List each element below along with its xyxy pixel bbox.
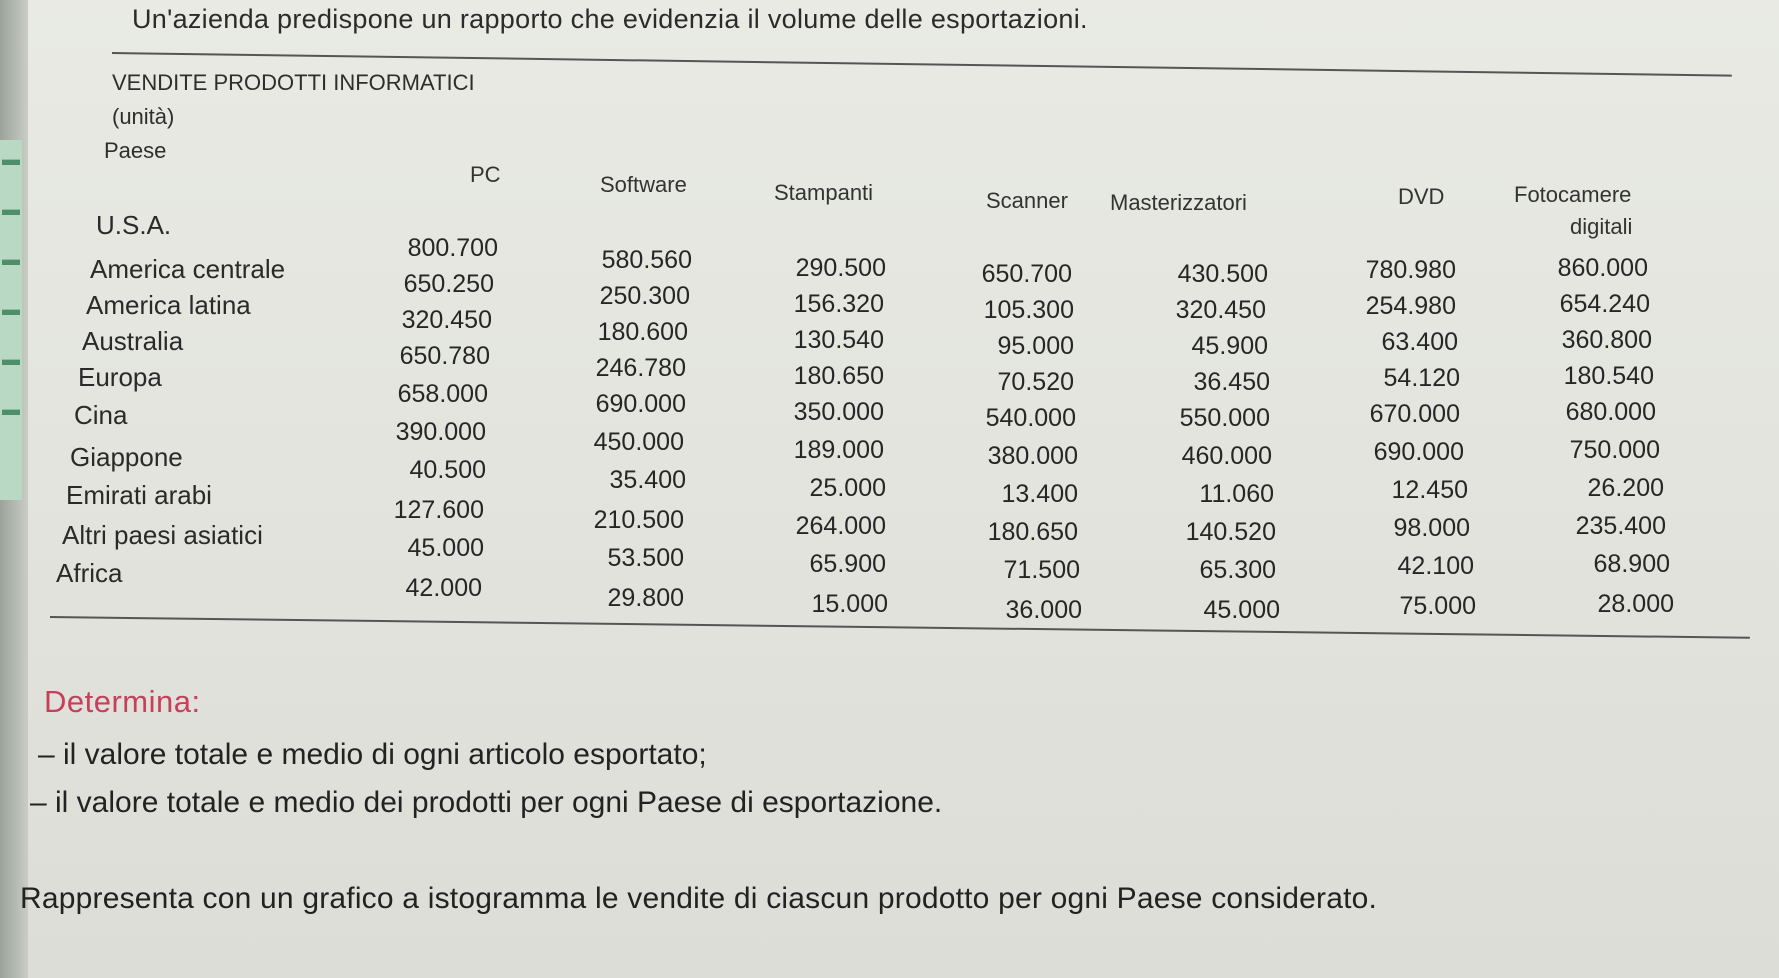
table-cell: 29.800 [607,584,684,612]
table-cell: 550.000 [1179,404,1270,432]
table-cell: 15.000 [811,590,888,618]
table-cell: 246.780 [595,354,686,382]
table-cell: 140.520 [1185,518,1276,546]
table-cell: 350.000 [793,398,884,426]
table-cell: 12.450 [1391,476,1468,504]
tab-mark-icon: ▬ [2,349,20,369]
country-label: America latina [86,290,251,320]
table-cell: 320.450 [1175,296,1266,324]
table-cell: 98.000 [1393,514,1470,542]
country-label: America centrale [90,254,286,284]
table-cell: 390.000 [395,418,486,446]
column-header-masterizzatori: Masterizzatori [1110,190,1247,215]
table-cell: 70.520 [997,368,1074,396]
column-header-stampanti: Stampanti [774,180,874,205]
table-cell: 254.980 [1365,292,1456,320]
column-header-digitali: digitali [1570,214,1633,239]
table-cell: 800.700 [407,234,498,262]
table-cell: 156.320 [793,290,884,318]
table-cell: 210.500 [593,506,684,534]
exercise-footer: Rappresenta con un grafico a istogramma le vendite di ciascun prodotto per ogni Paese considerato. [20,882,1378,915]
table-cell: 189.000 [793,436,884,464]
table-unit: (unità) [112,104,175,129]
table-cell: 36.000 [1005,596,1082,624]
column-header-dvd: DVD [1398,184,1445,209]
table-cell: 127.600 [393,496,484,524]
table-cell: 430.500 [1177,260,1268,288]
table-cell: 26.200 [1587,474,1664,502]
table-cell: 35.400 [609,466,686,494]
column-header-pc: PC [470,162,501,187]
table-cell: 650.700 [981,260,1072,288]
table-cell: 860.000 [1557,254,1648,282]
table-cell: 540.000 [985,404,1076,432]
table-cell: 580.560 [601,246,692,274]
table-cell: 40.500 [409,456,486,484]
table-cell: 290.500 [795,254,886,282]
column-header-software: Software [600,172,687,197]
country-label: Australia [82,326,184,356]
table-cell: 180.650 [987,518,1078,546]
table-cell: 28.000 [1597,590,1674,618]
tab-mark-icon: ▬ [2,299,20,319]
country-header: Paese [104,138,167,163]
table-cell: 780.980 [1365,256,1456,284]
tab-mark-icon: ▬ [2,199,20,219]
table-cell: 130.540 [793,326,884,354]
country-label: Europa [78,362,162,392]
table-cell: 180.600 [597,318,688,346]
table-cell: 71.500 [1003,556,1080,584]
table-title: VENDITE PRODOTTI INFORMATICI [112,70,475,95]
table-cell: 105.300 [983,296,1074,324]
table-cell: 11.060 [1199,480,1274,508]
table-cell: 264.000 [795,512,886,540]
tab-mark-icon: ▬ [2,149,20,169]
exercise-task: – il valore totale e medio di ogni articolo esportato; [38,738,707,771]
table-cell: 25.000 [809,474,886,502]
table-cell: 36.450 [1193,368,1270,396]
table-cell: 65.300 [1199,556,1276,584]
tab-mark-icon: ▬ [2,399,20,419]
table-cell: 360.800 [1561,326,1652,354]
table-cell: 180.650 [793,362,884,390]
country-label: Africa [56,558,123,588]
table-cell: 654.240 [1559,290,1650,318]
column-header-fotocamere: Fotocamere [1514,182,1632,207]
table-cell: 75.000 [1399,592,1476,620]
country-label: Emirati arabi [66,480,212,510]
country-label: Cina [74,400,128,430]
intro-text: Un'azienda predispone un rapporto che evidenzia il volume delle esportazioni. [132,4,1088,34]
table-cell: 53.500 [607,544,684,572]
table-cell: 690.000 [595,390,686,418]
table-cell: 750.000 [1569,436,1660,464]
table-cell: 54.120 [1383,364,1460,392]
table-cell: 42.100 [1397,552,1474,580]
country-label: U.S.A. [96,210,172,240]
table-cell: 95.000 [997,332,1074,360]
table-cell: 680.000 [1565,398,1656,426]
table-cell: 45.000 [1203,596,1280,624]
table-cell: 460.000 [1181,442,1272,470]
table-cell: 380.000 [987,442,1078,470]
table-cell: 250.300 [599,282,690,310]
table-cell: 180.540 [1563,362,1654,390]
table-cell: 45.000 [407,534,484,562]
exercise-task: – il valore totale e medio dei prodotti per ogni Paese di esportazione. [30,786,943,819]
chapter-tab-strip [0,140,22,500]
table-cell: 63.400 [1381,328,1458,356]
table-cell: 658.000 [397,380,488,408]
tab-mark-icon: ▬ [2,249,20,269]
table-cell: 45.900 [1191,332,1268,360]
table-bottom-rule [50,616,1750,639]
table-cell: 670.000 [1369,400,1460,428]
table-cell: 650.780 [399,342,490,370]
table-cell: 320.450 [401,306,492,334]
table-cell: 235.400 [1575,512,1666,540]
table-cell: 690.000 [1373,438,1464,466]
country-label: Altri paesi asiatici [62,520,263,550]
table-cell: 42.000 [405,574,482,602]
table-cell: 65.900 [809,550,886,578]
table-cell: 650.250 [403,270,494,298]
column-header-scanner: Scanner [986,188,1068,213]
country-label: Giappone [70,442,183,472]
exercise-heading: Determina: [44,684,201,719]
table-cell: 450.000 [593,428,684,456]
table-cell: 68.900 [1593,550,1670,578]
table-cell: 13.400 [1001,480,1078,508]
